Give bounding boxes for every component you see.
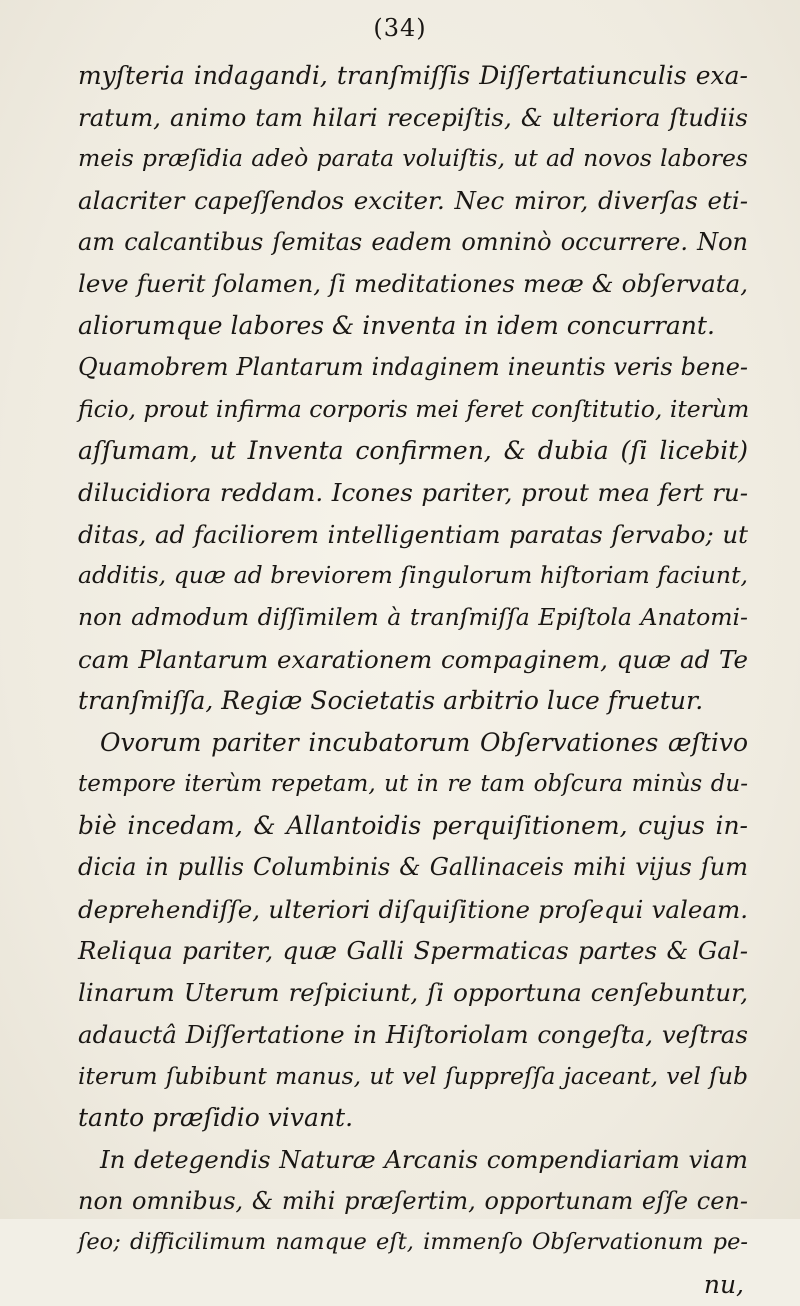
text-line: linarum Uterum reſpiciunt, ſi opportuna cenſebuntur, (78, 978, 748, 1008)
text-line: deprehendiſſe, ulteriori diſquiſitione proſequi valeam. (78, 894, 748, 924)
text-line: Quamobrem Plantarum indaginem ineuntis veris bene- (78, 352, 748, 381)
text-line: aliorumque labores & inventa in idem concurrant. (78, 311, 715, 341)
text-line: tranſmiſſa, Regiæ Societatis arbitrio luce fruetur. (78, 686, 704, 716)
text-line: biè incedam, & Allantoidis perquiſitionem, cujus in- (78, 811, 748, 841)
catchword: nu, (703, 1269, 744, 1299)
text-line: In detegendis Naturæ Arcanis compendiariam viam (100, 1144, 748, 1174)
text-line: meis præſidia adeò parata voluiſtis, ut ad novos labores (78, 144, 748, 173)
text-line: am calcantibus ſemitas eadem omninò occurrere. Non (78, 227, 748, 256)
text-line: dicia in pullis Columbinis & Gallinaceis mihi vijus ſum (78, 853, 748, 882)
text-line: ditas, ad faciliorem intelligentiam paratas ſervabo; ut (78, 519, 748, 549)
body-text (78, 55, 748, 1306)
text-line: ficio, prout infirma corporis mei feret conſtitutio, iterùm (78, 394, 750, 423)
text-line: dilucidiora reddam. Icones pariter, prout mea fert ru- (78, 477, 748, 507)
text-line: Ovorum pariter incubatorum Obſervationes æſtivo (100, 728, 748, 757)
text-line: cam Plantarum exarationem compaginem, quæ ad Te (78, 644, 748, 674)
text-line: ratum, animo tam hilari recepiſtis, & ulteriora ſtudiis (78, 102, 748, 132)
text-line: additis, quæ ad breviorem ſingulorum hiſtoriam faciunt, (78, 561, 748, 590)
text-line: ſeo; difficilimum namque eſt, immenſo Obſervationum pe- (78, 1229, 748, 1256)
text-line: leve fuerit ſolamen, ſi meditationes meæ & obſervata, (78, 269, 748, 299)
text-line: adauctâ Diſſertatione in Hiſtoriolam congeſta, veſtras (78, 1019, 748, 1049)
text-line: non admodum diſſimilem à tranſmiſſa Epiſtola Anatomi- (78, 602, 748, 631)
text-line: iterum ſubibunt manus, ut vel ſuppreſſa jaceant, vel ſub (78, 1061, 748, 1090)
text-line: alacriter capeſſendos exciter. Nec miror, diverſas eti- (78, 186, 748, 216)
page-number: (34) (373, 14, 427, 42)
text-line: aſſumam, ut Inventa confirmen, & dubia (ſi licebit) (78, 436, 748, 466)
text-line: tempore iterùm repetam, ut in re tam obſcura minùs du- (78, 770, 748, 797)
text-line: myſteria indagandi, tranſmiſſis Diſſertatiunculis exa- (78, 61, 748, 90)
text-line: non omnibus, & mihi præſertim, opportunam eſſe cen- (78, 1186, 748, 1215)
text-line: tanto præſidio vivant. (78, 1103, 354, 1133)
text-line: Reliqua pariter, quæ Galli Spermaticas partes & Gal- (78, 936, 748, 966)
